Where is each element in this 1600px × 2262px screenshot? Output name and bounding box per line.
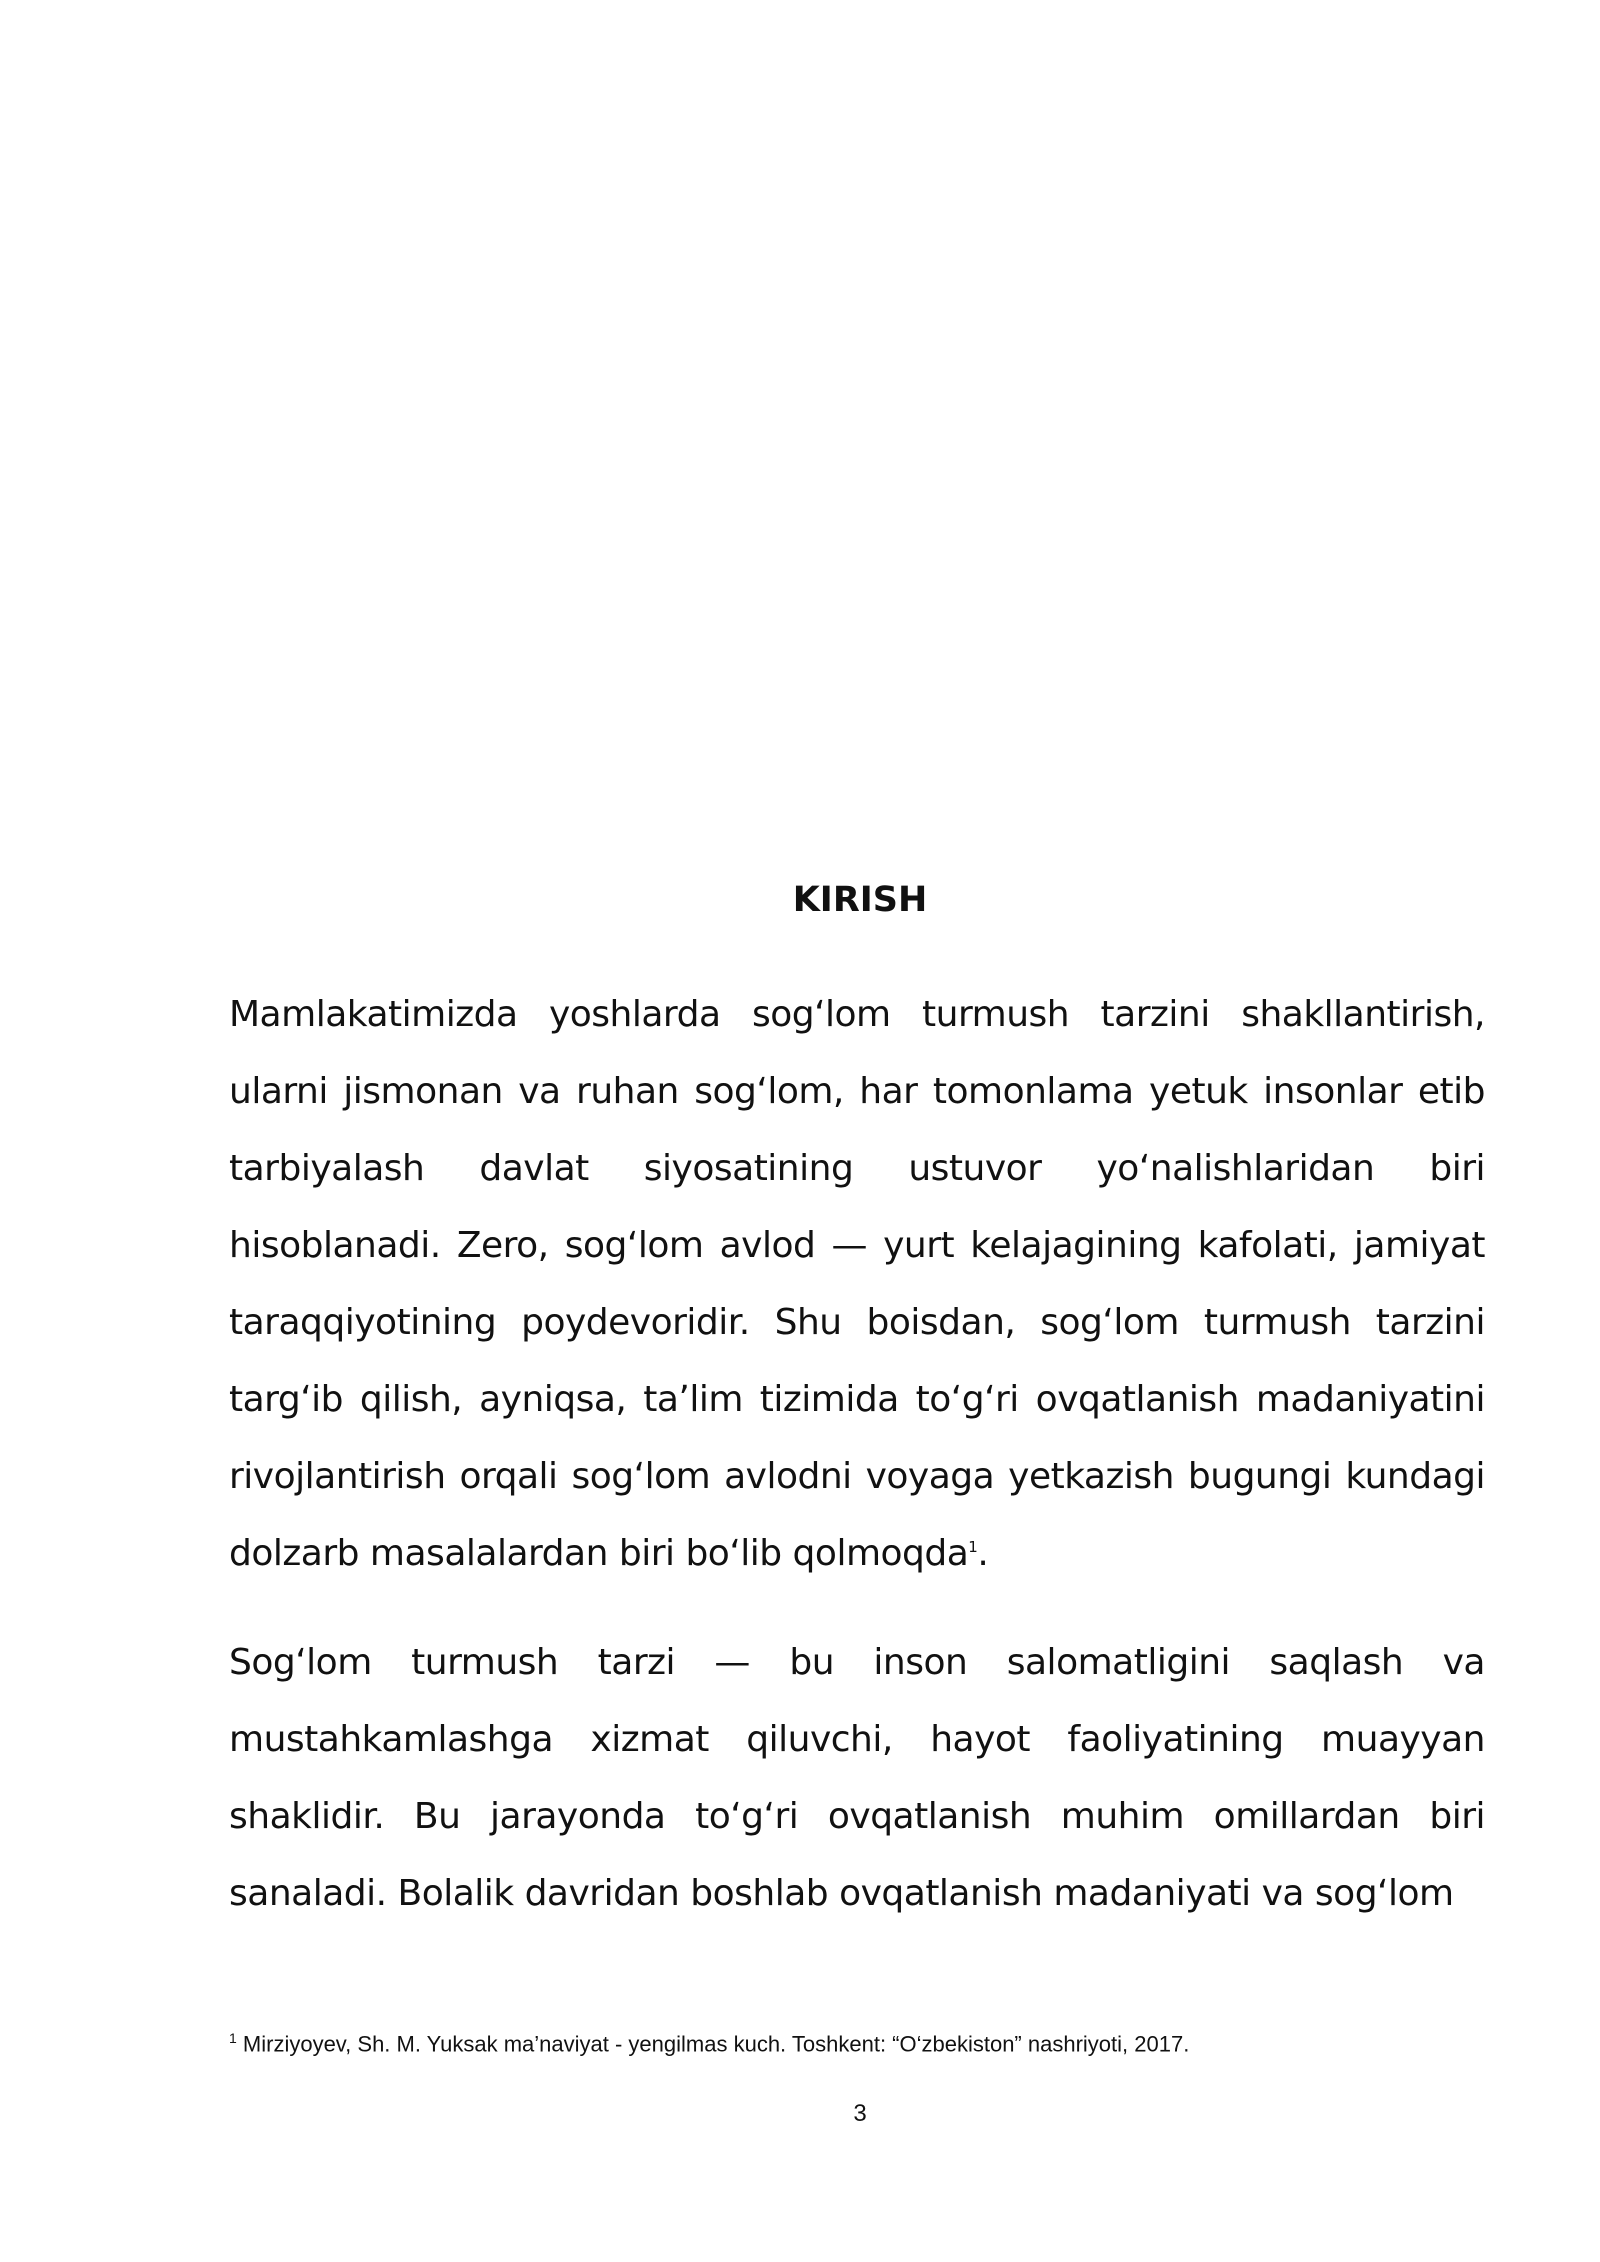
paragraph-2: Sog‘lom turmush tarzi — bu inson salomatligini saqlash va mustahkamlashga xizmat qiluvchi, hayot faoliyatining muayyan shaklidir. Bu jarayonda to‘g‘ri ovqatlanish muhim omillardan biri sanaladi. Bolalik davridan boshlab ovqatlanish madaniyati va sog‘lom	[229, 1642, 1485, 1914]
paragraph-1-text: Mamlakatimizda yoshlarda sog‘lom turmush tarzini shakllantirish, ularni jismonan va ruhan sog‘lom, har tomonlama yetuk insonlar etib tarbiyalash davlat siyosatining ustuvor yo‘nalishlaridan biri hisoblanadi. Zero, sog‘lom avlod — yurt kelajagining kafolati, jamiyat taraqqiyotining poydevoridir. Shu boisdan, sog‘lom turmush tarzini targ‘ib qilish, ayniqsa, ta’lim tizimida to‘g‘ri ovqatlanish madaniyatini rivojlantirish orqali sog‘lom avlodni voyaga yetkazish bugungi kundagi dolzarb masalalardan biri bo‘lib qolmoqda	[229, 994, 1485, 1574]
paragraph-1-end: .	[977, 1533, 989, 1574]
page-number: 3	[853, 2100, 867, 2127]
footnote-reference: 1	[968, 1538, 978, 1556]
footnote-text: Mirziyoyev, Sh. M. Yuksak ma’naviyat - yengilmas kuch. Toshkent: “O‘zbekiston” nashriyoti, 2017.	[236, 2031, 1190, 2057]
footnote-number: 1	[229, 2030, 237, 2046]
footnote	[229, 2030, 1485, 2057]
paragraph-1	[229, 976, 1485, 1592]
section-heading: KIRISH	[792, 880, 928, 920]
